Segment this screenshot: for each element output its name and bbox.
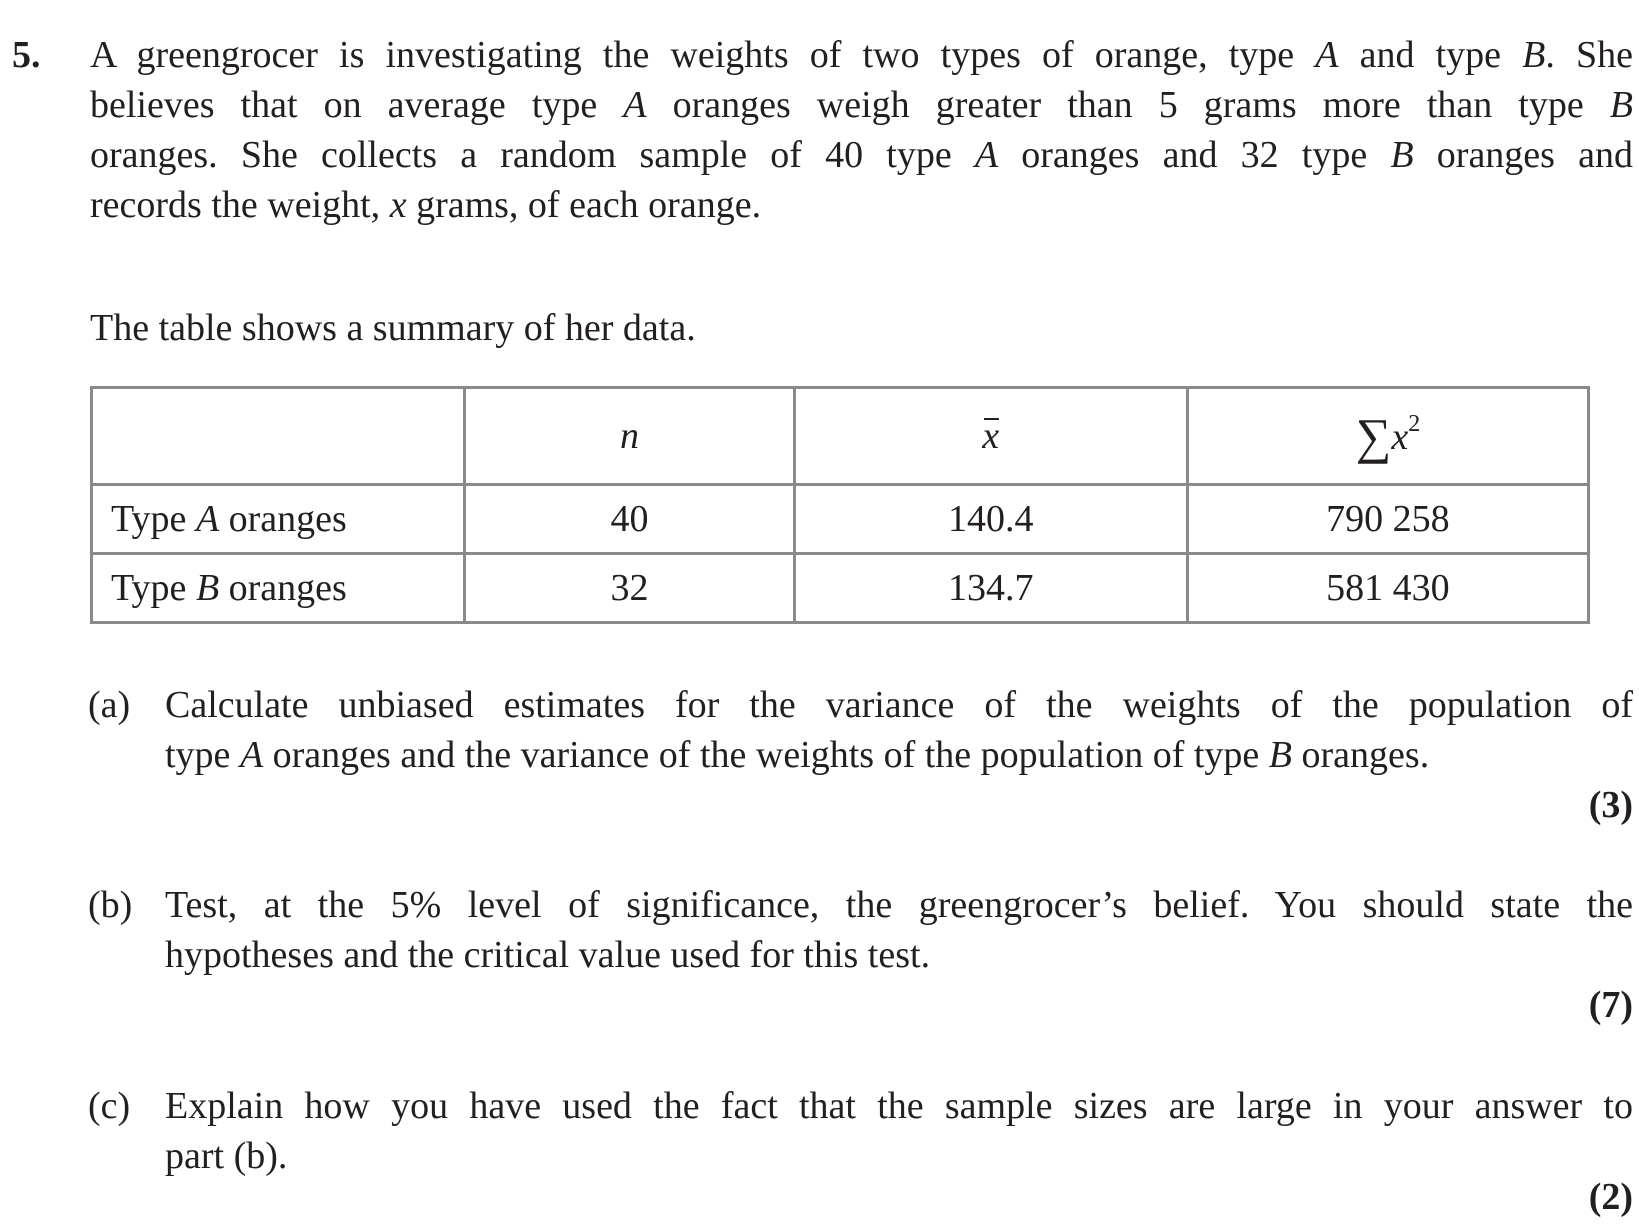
intro-line-2: believes that on average type A oranges weigh greater than 5 grams more than type B: [90, 84, 1633, 126]
intro-line-3: oranges. She collects a random sample of 40 type A oranges and 32 type B oranges and: [90, 134, 1633, 176]
part-c-label: (c): [88, 1085, 131, 1127]
part-b-label: (b): [88, 884, 133, 926]
table-row: [92, 485, 1589, 554]
x-bar-symbol: x: [982, 415, 1000, 457]
cell-n: 32: [465, 554, 794, 623]
row-label-type-a: Type A oranges: [92, 485, 465, 554]
cell-sum-squares: 790 258: [1187, 485, 1588, 554]
part-c-text: Explain how you have used the fact that the sample sizes are large in your answer to part (b).: [165, 1085, 1633, 1177]
intro-line-4: records the weight, x grams, of each orange.: [90, 184, 762, 226]
part-a: [88, 680, 1633, 780]
squared-superscript: 2: [1408, 411, 1421, 437]
table-row: [92, 554, 1589, 623]
part-a-label: (a): [88, 684, 131, 726]
question-intro: [90, 30, 1633, 230]
part-c: [88, 1081, 1633, 1181]
part-a-text: Calculate unbiased estimates for the variance of the weights of the population of type A oranges and the variance of the weights of the population of type B oranges.: [165, 684, 1633, 776]
x-symbol: x: [1391, 416, 1409, 458]
cell-sum-squares: 581 430: [1187, 554, 1588, 623]
part-b-marks: (7): [1588, 984, 1633, 1026]
question-number: 5.: [12, 34, 41, 76]
cell-mean: 140.4: [794, 485, 1187, 554]
summary-table: [90, 386, 1590, 624]
summary-text: The table shows a summary of her data.: [90, 307, 696, 349]
n-symbol: n: [620, 415, 640, 457]
header-n: [465, 388, 794, 485]
part-c-marks: (2): [1588, 1176, 1633, 1218]
header-mean: [794, 388, 1187, 485]
part-b-text: Test, at the 5% level of significance, the greengrocer’s belief. You should state the hypotheses and the critical value used for this test.: [165, 884, 1633, 976]
header-empty-cell: [92, 388, 465, 485]
part-b: [88, 880, 1633, 980]
cell-n: 40: [465, 485, 794, 554]
intro-line-1: A greengrocer is investigating the weights of two types of orange, type A and type B. She: [90, 34, 1633, 76]
part-a-marks: (3): [1588, 784, 1633, 826]
cell-mean: 134.7: [794, 554, 1187, 623]
header-sum-x-squared: [1187, 388, 1588, 485]
sigma-symbol: ∑: [1355, 408, 1392, 464]
row-label-type-b: Type B oranges: [92, 554, 465, 623]
table-header-row: [92, 388, 1589, 485]
